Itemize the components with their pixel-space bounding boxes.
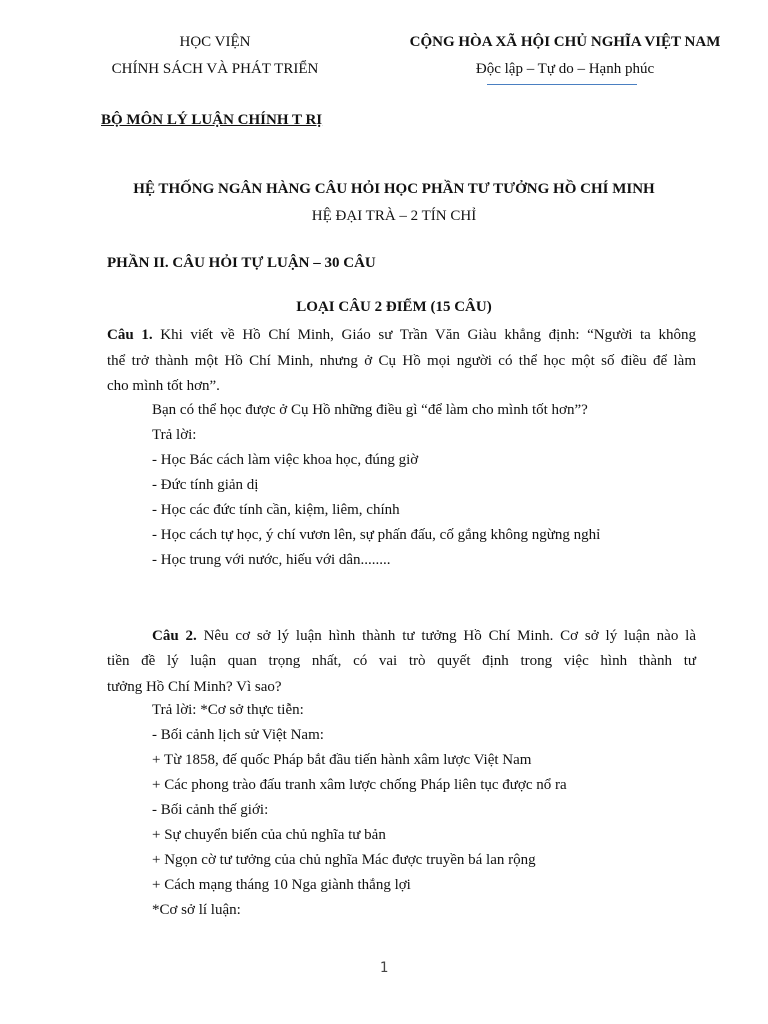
institute-name-line2: CHÍNH SÁCH VÀ PHÁT TRIỂN xyxy=(111,61,319,77)
list-item: + Từ 1858, đế quốc Pháp bắt đầu tiến hành xâm lược Việt Nam xyxy=(152,752,532,768)
list-item: Trả lời: *Cơ sở thực tiễn: xyxy=(152,702,304,718)
question-1-answer-block xyxy=(152,398,600,573)
list-item: + Ngọn cờ tư tưởng của chủ nghĩa Mác được truyền bá lan rộng xyxy=(152,852,536,868)
question-2-label: Câu 2. xyxy=(152,628,197,644)
document-title: HỆ THỐNG NGÂN HÀNG CÂU HỎI HỌC PHẦN TƯ TƯỞNG HỒ CHÍ MINH xyxy=(133,181,655,197)
list-item: - Bối cảnh thế giới: xyxy=(152,802,269,818)
motto-underline xyxy=(487,84,637,85)
list-item: - Học các đức tính cần, kiệm, liêm, chính xyxy=(152,502,400,518)
list-item: - Học cách tự học, ý chí vươn lên, sự phấn đấu, cố gắng không ngừng nghỉ xyxy=(152,527,601,543)
question-2-line2: tiền đề lý luận quan trọng nhất, có vai trò quyết định trong việc hình thành tư xyxy=(107,653,696,669)
question-1-line2: thể trở thành một Hồ Chí Minh, nhưng ở Cụ Hồ mọi người có thể học một số điều để làm xyxy=(107,352,696,369)
list-item: - Học trung với nước, hiếu với dân........ xyxy=(152,552,391,568)
document-subtitle: HỆ ĐẠI TRÀ – 2 TÍN CHỈ xyxy=(311,208,477,224)
question-1-line3: cho mình tốt hơn”. xyxy=(107,378,220,394)
list-item: + Cách mạng tháng 10 Nga giành thắng lợi xyxy=(152,877,411,893)
list-item: - Học Bác cách làm việc khoa học, đúng giờ xyxy=(152,452,419,468)
list-item: + Sự chuyển biến của chủ nghĩa tư bản xyxy=(152,827,386,843)
department-name: BỘ MÔN LÝ LUẬN CHÍNH T RỊ xyxy=(101,112,323,128)
page-number: 1 xyxy=(379,960,389,976)
question-1 xyxy=(107,323,696,400)
question-2 xyxy=(152,624,696,650)
institute-name-line1: HỌC VIỆN xyxy=(179,34,251,50)
list-item: *Cơ sở lí luận: xyxy=(152,902,241,918)
question-2-answer-block xyxy=(152,698,567,923)
question-1-line1: Câu 1. Khi viết về Hồ Chí Minh, Giáo sư Trần Văn Giàu khẳng định: “Người ta không xyxy=(107,327,696,343)
list-item: - Bối cảnh lịch sử Việt Nam: xyxy=(152,727,324,743)
question-2-continued xyxy=(107,649,696,700)
answer-label: Trả lời: xyxy=(152,427,197,443)
list-item: - Đức tính giản dị xyxy=(152,477,259,493)
question-1-label: Câu 1. xyxy=(107,327,153,343)
part-heading: PHẦN II. CÂU HỎI TỰ LUẬN – 30 CÂU xyxy=(107,255,376,271)
national-motto: Độc lập – Tự do – Hạnh phúc xyxy=(475,61,655,77)
national-title: CỘNG HÒA XÃ HỘI CHỦ NGHĨA VIỆT NAM xyxy=(409,34,721,50)
question-2-line3: tưởng Hồ Chí Minh? Vì sao? xyxy=(107,678,282,695)
question-1-prompt: Bạn có thể học được ở Cụ Hồ những điều gì “để làm cho mình tốt hơn”? xyxy=(152,402,588,418)
section-heading: LOẠI CÂU 2 ĐIỂM (15 CÂU) xyxy=(296,299,492,315)
list-item: + Các phong trào đấu tranh xâm lược chống Pháp liên tục được nổ ra xyxy=(152,777,567,793)
question-2-line1: Câu 2. Nêu cơ sở lý luận hình thành tư tưởng Hồ Chí Minh. Cơ sở lý luận nào là xyxy=(152,628,696,644)
